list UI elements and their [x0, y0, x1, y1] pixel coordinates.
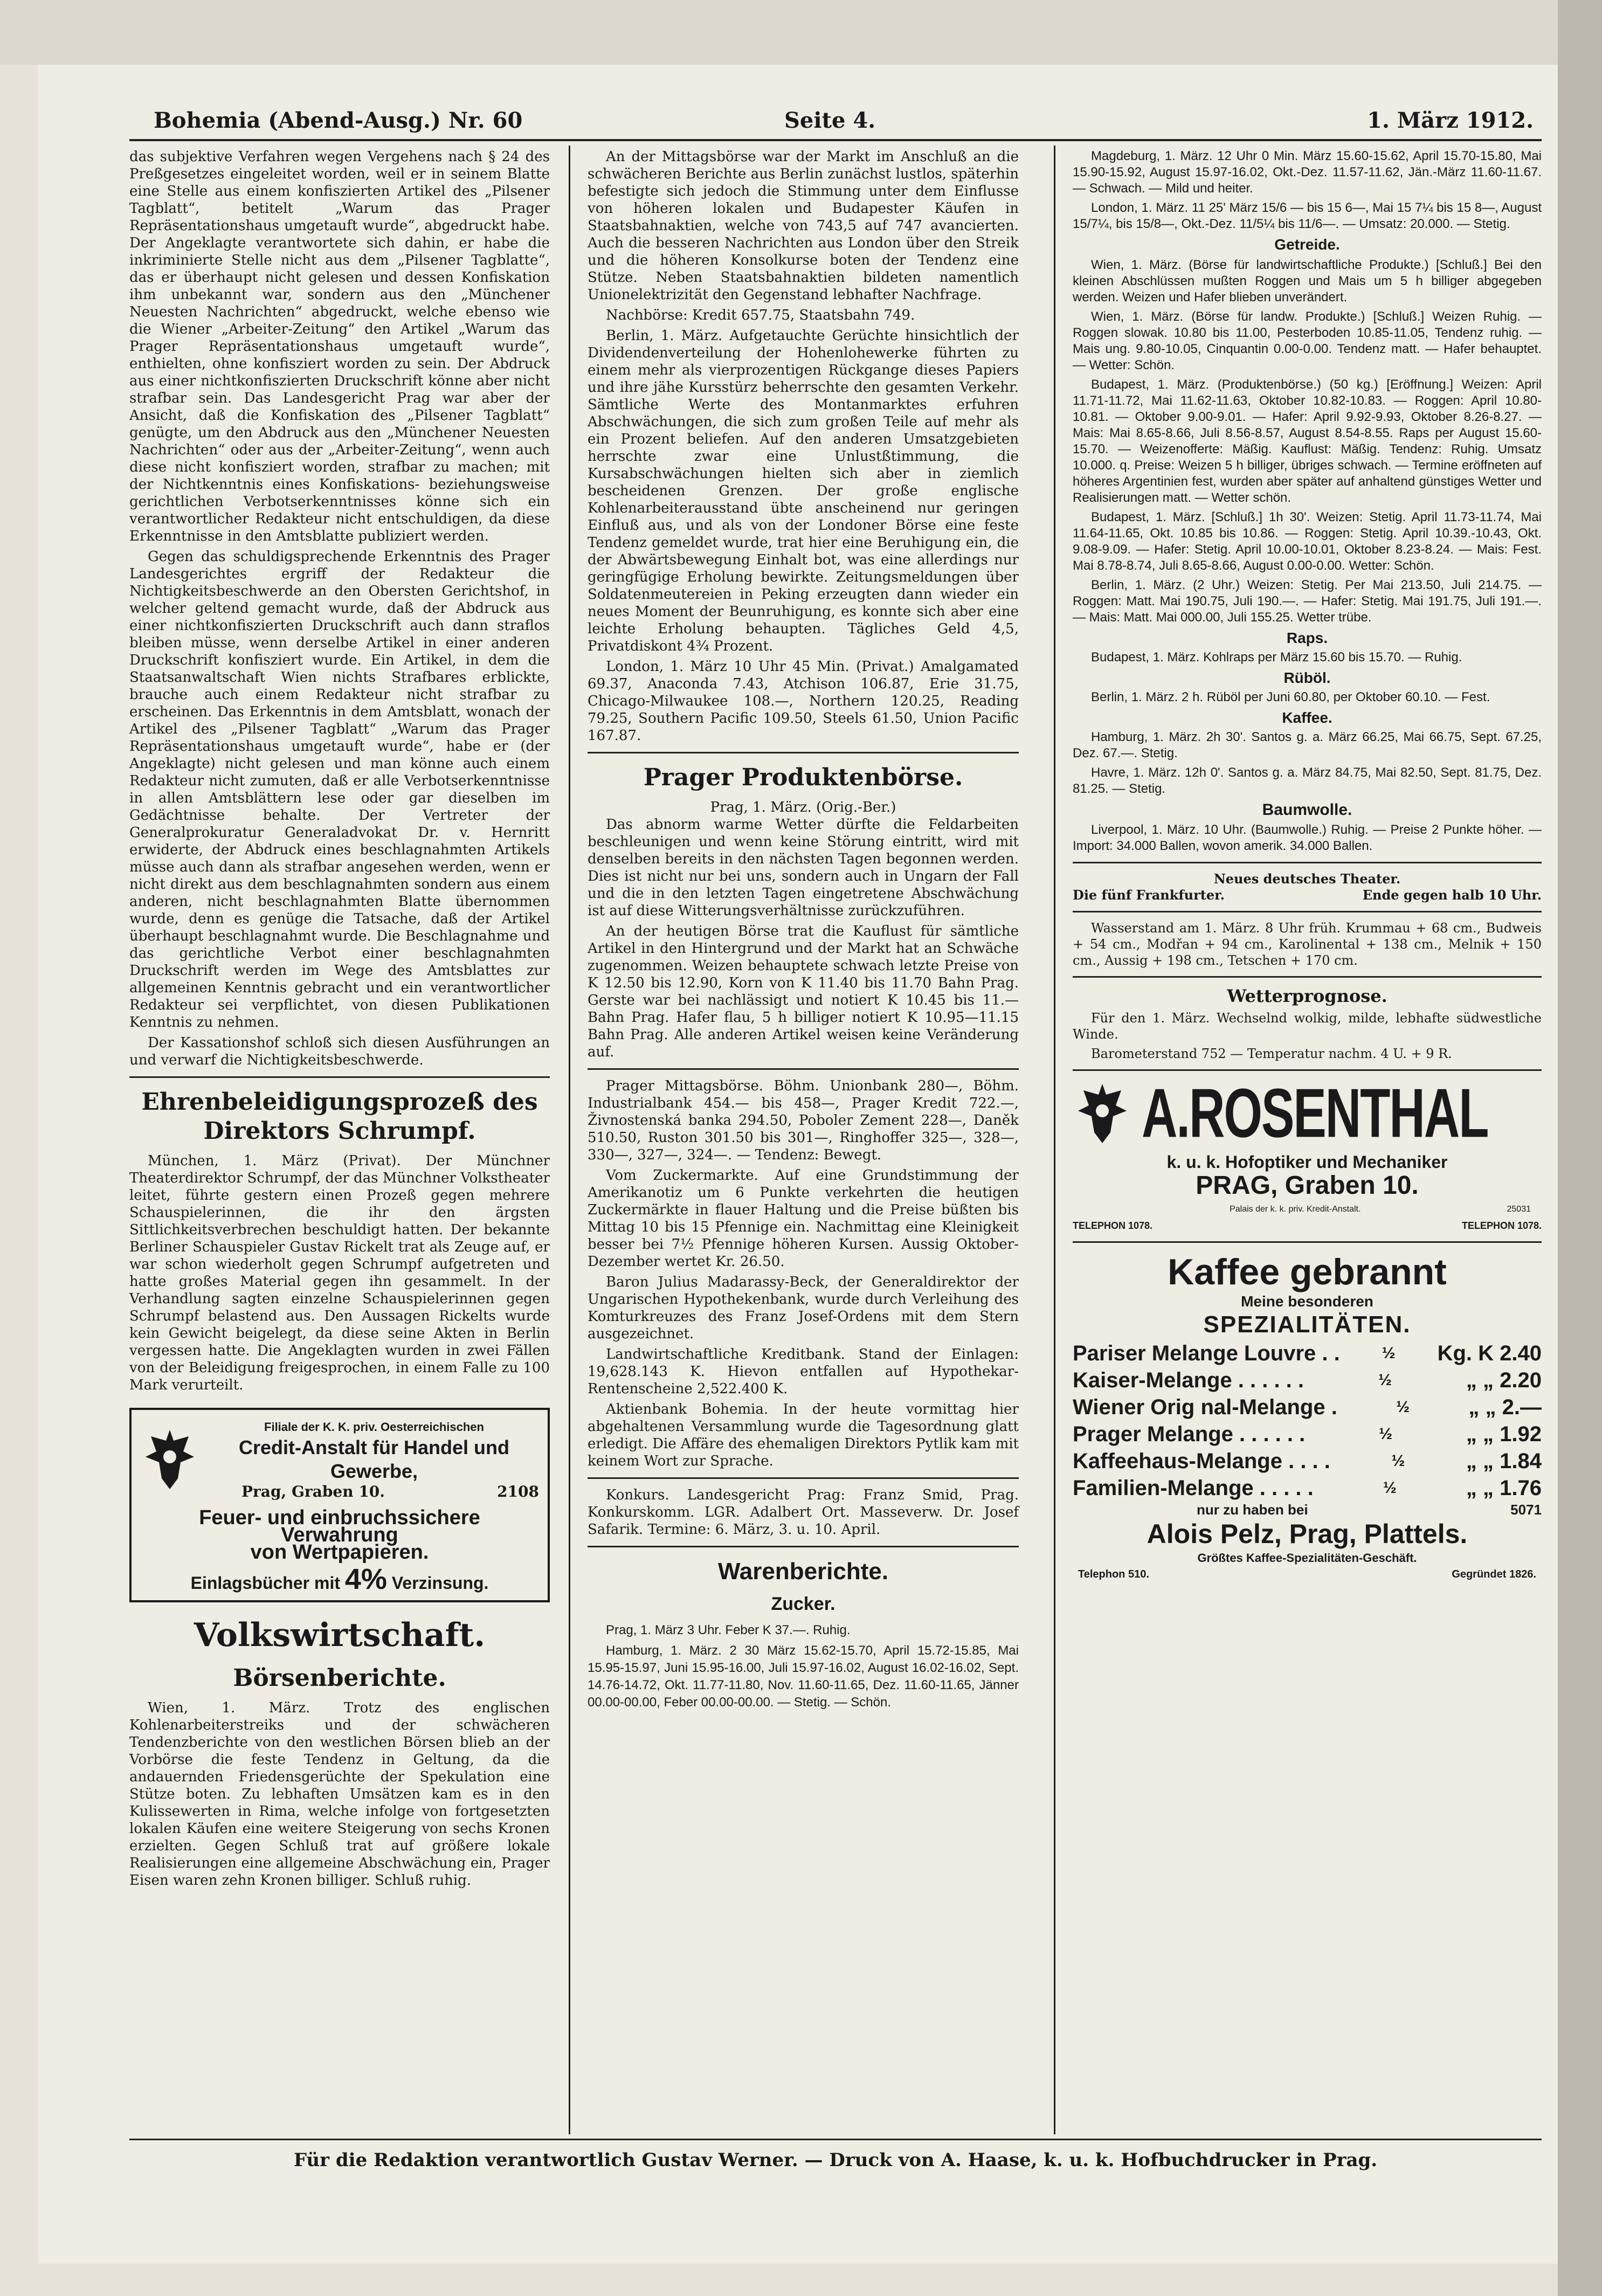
kaffee-price: „ „ 2.—: [1468, 1395, 1542, 1419]
kaffee-firm: Alois Pelz, Prag, Plattels.: [1147, 1519, 1468, 1549]
headline-warenberichte: Warenberichte.: [717, 1558, 889, 1585]
market-report: Wien, 1. März. (Börse für landwirtschaftliche Produkte.) [Schluß.] Bei den kleinen Abschlüssen mußten Roggen und Mais um 5 h billiger abgegeben werden. Weizen und Hafer blieben unverändert.: [1073, 258, 1542, 305]
market-report: Liverpool, 1. März. 10 Uhr. (Baumwolle.) Ruhig. — Preise 2 Punkte höher. — Import: 34.000 Ballen, wovon amerik. 34.000 Ballen.: [1073, 822, 1542, 853]
ad-line: von Wertpapieren.: [250, 1541, 429, 1564]
kaffee-unit: ½: [1396, 1398, 1410, 1416]
article-text: Der Kassationshof schloß sich diesen Ausführungen an und verwarf die Nichtigkeitsbeschwerde.: [129, 1035, 550, 1068]
kaffee-unit: ½: [1383, 1479, 1397, 1497]
divider: [588, 1546, 1019, 1547]
header-publication: Bohemia (Abend-Ausg.) Nr. 60: [154, 108, 523, 133]
dateline: Prag, 1. März. (Orig.-Ber.): [710, 799, 896, 815]
column-2: [588, 148, 1019, 2121]
page-header: [154, 108, 1534, 140]
market-report: Prag, 1. März 3 Uhr. Feber K 37.—. Ruhig.: [606, 1623, 851, 1637]
theater-play: Die fünf Frankfurter.: [1073, 887, 1225, 903]
rosenthal-name: A.ROSENTHAL: [1142, 1075, 1488, 1152]
article-text: Prager Mittagsbörse. Böhm. Unionbank 280—, Böhm. Industrialbank 454.— bis 458—, Prager Kredit 722.—, Živnostenská banka 294.50, Poboler Zement 228—, Daněk 510.50, Ruston 301.50 bis 301—, Ringhoffer 325—, 328—, 330—, 327—, 324—. — Tendenz: Bewegt.: [588, 1078, 1019, 1163]
divider: [588, 1477, 1019, 1479]
kaffee-subline: Meine besonderen: [1241, 1293, 1373, 1310]
article-text: Das abnorm warme Wetter dürfte die Feldarbeiten beschleunigen und wenn keine Störung eintritt, wird mit denselben bereits in den nächsten Tagen begonnen werden. Dies ist nicht nur bei uns, sondern auch in Ungarn der Fall und die in den letzten Tagen eingetretene Abschwächung ist auf diese Witterungsverhältnisse zurückzuführen.: [588, 817, 1019, 919]
kaffee-unit: ½: [1382, 1344, 1396, 1362]
kaffee-price-row: [1073, 1421, 1542, 1448]
rosenthal-location: Palais der k. k. priv. Kredit-Anstalt.: [1230, 1205, 1361, 1214]
market-report: Budapest, 1. März. (Produktenbörse.) (50 kg.) [Eröffnung.] Weizen: April 11.71-11.72, Mai 11.62-11.63, Oktober 10.82-10.83. — Roggen: April 10.80-10.81. — Oktober 9.00-9.01. — Hafer: April 9.92-9.93, Oktober 8.26-8.27. — Mais: Mai 8.65-8.66, Juli 8.56-8.57, August 8.54-8.55. Raps per August 15.60-15.70. — Weizenofferte: Mäßig. Kauflust: Mäßig. Tendenz: Ruhig. Umsatz 10.000. q. Preise: Weizen 5 h billiger, übriges schwach. — Termine eröffneten auf höheres Argentinien fest, wurden aber später auf anhaltend günstiges Wetter und Realisierungen matt. — Wetter schön.: [1073, 377, 1542, 505]
kaffee-blend-name: Familien-Melange . . . . .: [1073, 1476, 1314, 1500]
kaffee-founded: Gegründet 1826.: [1452, 1568, 1536, 1580]
kaffee-code: 5071: [1510, 1502, 1542, 1518]
rosenthal-ad: [1073, 1075, 1542, 1234]
market-report: Magdeburg, 1. März. 12 Uhr 0 Min. März 15.60-15.62, April 15.70-15.80, Mai 15.90-15.92, August 15.97-16.02, Okt.-Dez. 11.57-11.62, Jän.-März 11.60-11.67. — Schwach. — Mild und heiter.: [1073, 149, 1542, 196]
subheadline-zucker: Zucker.: [771, 1594, 835, 1614]
scan-right-edge: [1558, 0, 1602, 2296]
header-rule: [129, 139, 1542, 141]
header-page-number: Seite 4.: [784, 108, 876, 133]
divider: [1073, 1241, 1542, 1243]
article-text: München, 1. März (Privat). Der Münchner Theaterdirektor Schrumpf, der das Münchner Volkstheater leitet, führte gestern einen Prozeß gegen mehrere Schauspielerinnen, die ihr den ärgsten Sittlichkeitsverbrechen beschuldigt hatten. Der bekannte Berliner Schauspieler Gustav Rickelt trat als Zeuge auf, er war schon wiederholt gegen Schrumpf aufgetreten und hatte großes Material gegen ihn gesammelt. In der Verhandlung sagten einzelne Schauspielerinnen gegen Schrumpf belastend aus. Den Aussagen Rickelts wurde kein Gewicht beigelegt, da diese seine Akten in Berlin vergessen hatte. Die Angeklagten wurden in zwei Fällen von der Beleidigung freigesprochen, in einem Falle zu 100 Mark verurteilt.: [129, 1153, 550, 1393]
kaffee-unit: ½: [1391, 1452, 1405, 1470]
market-report: Hamburg, 1. März. 2h 30'. Santos g. a. März 66.25, Mai 66.75, Sept. 67.25, Dez. 67.—. Stetig.: [1073, 730, 1542, 760]
kaffee-telephone: Telephon 510.: [1078, 1568, 1149, 1580]
ad-line: Credit-Anstalt für Handel und Gewerbe,: [239, 1436, 509, 1482]
kaffee-price: „ „ 2.20: [1466, 1368, 1542, 1392]
ad-line: Filiale der K. K. priv. Oesterreichischen: [264, 1420, 484, 1434]
headline-boersenberichte: Börsenberichte.: [233, 1664, 446, 1692]
barometer-reading: Barometerstand 752 — Temperatur nachm. 4 U. + 9 R.: [1091, 1046, 1452, 1061]
kaffee-blend-name: Wiener Orig nal-Melange .: [1073, 1395, 1337, 1419]
market-report: Wien, 1. März. (Börse für landw. Produkte.) [Schluß.] Weizen Ruhig. — Roggen slowak. 10.80 bis 11.00, Pesterboden 10.85-11.05, Tendenz ruhig. — Mais ung. 9.80-10.05, Cinquantin 0.00-0.00. Tendenz matt. — Hafer behauptet. — Wetter: Schön.: [1073, 309, 1542, 372]
kaffee-price: „ „ 1.92: [1466, 1422, 1542, 1446]
kaffee-price-row: [1073, 1340, 1542, 1367]
column-rule-1: [569, 146, 570, 2134]
kaffee-headline: Kaffee gebrannt: [1168, 1251, 1447, 1292]
ad-code: 2108: [497, 1483, 539, 1500]
theater-title: Neues deutsches Theater.: [1213, 871, 1401, 887]
double-eagle-emblem-icon: [1073, 1078, 1132, 1149]
kaffee-specialties: SPEZIALITÄTEN.: [1203, 1311, 1411, 1338]
headline-wetterprognose: Wetterprognose.: [1227, 986, 1387, 1006]
article-text: An der heutigen Börse trat die Kauflust für sämtliche Artikel in den Hintergrund und der Markt hat an Schwäche zugenommen. Weizen behauptete schwach letzte Preise von K 12.50 bis 12.90, Korn von K 11.40 bis 11.70 Bahn Prag. Gerste war bei nachlässigt und notiert K 10.45 bis 11.— Bahn Prag. Hafer flau, 5 h billiger notiert K 10.95—11.15 Bahn Prag. Alle anderen Artikel weisen keine Veränderung auf.: [588, 923, 1019, 1060]
subheadline-getreide: Getreide.: [1274, 236, 1340, 253]
kaffee-price-row: [1073, 1367, 1542, 1394]
header-date: 1. März 1912.: [1367, 108, 1534, 133]
water-level-report: Wasserstand am 1. März. 8 Uhr früh. Krummau + 68 cm., Budweis + 54 cm., Modřan + 94 cm., Karolinental + 138 cm., Melnik + 150 cm., Aussig + 198 cm., Tetschen + 170 cm.: [1073, 921, 1542, 968]
market-report: Hamburg, 1. März. 2 30 März 15.62-15.70, April 15.72-15.85, Mai 15.95-15.97, Juni 15.95-16.00, Juli 15.97-16.02, August 16.02-16.02, Sept. 14.76-14.72, Okt. 11.77-11.80, Nov. 11.60-11.65, Dez. 11.60-11.65, Jänner 00.00-00.00, Feber 00.00-00.00. — Stetig. — Schön.: [588, 1643, 1019, 1710]
section-title-volkswirtschaft: Volkswirtschaft.: [194, 1616, 486, 1654]
article-text: Landwirtschaftliche Kreditbank. Stand der Einlagen: 19,628.143 K. Hievon entfallen auf Hypothekar-Rentenscheine 2,522.400 K.: [588, 1346, 1019, 1397]
divider: [1073, 862, 1542, 863]
article-text: Konkurs. Landesgericht Prag: Franz Smid, Prag. Konkurskomm. LGR. Adalbert Ort. Masseverw. Dr. Josef Safarik. Termine: 6. März, 3. u. 10. April.: [588, 1487, 1019, 1538]
ad-address: Prag, Graben 10.: [241, 1483, 385, 1500]
rosenthal-code: 25031: [1507, 1205, 1531, 1214]
kaffee-price-row: [1073, 1475, 1542, 1502]
divider: [588, 1068, 1019, 1070]
headline-schrumpf: Ehrenbeleidigungsprozeß des Direktors Schrumpf.: [141, 1088, 538, 1145]
ad-interest-rate: 4%: [344, 1563, 387, 1595]
rosenthal-title: k. u. k. Hofoptiker und Mechaniker: [1166, 1152, 1448, 1172]
market-report: London, 1. März. 11 25' März 15/6 — bis 15 6—, Mai 15 7¼ bis 15 8—, August 15/7¼, bis 15/8—, Okt.-Dez. 11/5¼ bis 11/6—. — Umsatz: 20.000. — Stetig.: [1073, 200, 1542, 231]
kaffee-price: „ „ 1.84: [1466, 1449, 1542, 1473]
kaffee-unit: ½: [1379, 1425, 1393, 1443]
column-1: [129, 148, 550, 2121]
article-text: Aktienbank Bohemia. In der heute vormittag hier abgehaltenen Versammlung wurde die Tagesordnung glatt erledigt. Die Affäre des ehemaligen Direktors Pytlik kam mit keinem Wort zur Sprache.: [588, 1401, 1019, 1469]
article-text: das subjektive Verfahren wegen Vergehens nach § 24 des Preßgesetzes eingeleitet worden, weil er in seinem Blatte eine Stelle aus einem konfiszierten Artikel des „Pilsener Tagblatt“, betitelt „Warum das Prager Repräsentationshaus umgetauft wurde“, abgedruckt habe. Der Angeklagte verantwortete sich dahin, er habe die inkriminierte Stelle nicht aus dem „Pilsener Tagblatte“, das er überhaupt nicht gelesen und dessen Konfiskation ihm unbekannt war, sondern aus den „Münchener Neuesten Nachrichten“ abgedruckt, welche ebenso wie die Wiener „Arbeiter-Zeitung“ den Artikel „Warum das Prager Repräsentationshaus umgetauft wurde“, enthielten, ohne konfisziert worden zu sein. Der Abdruck aus einer nichtkonfiszierten Druckschrift könne aber nicht strafbar sein. Das Landesgericht Prag war aber der Ansicht, daß die Konfiskation des „Pilsener Tagblatt“ genügte, um den Abdruck aus den „Münchener Neuesten Nachrichten“ oder aus der „Arbeiter-Zeitung“, wenn auch diese nicht konfisziert worden, strafbar zu machen; mit der Nichtkenntnis eines Konfiskations- beziehungsweise gerichtlichen Verbotserkenntnisses könne sich ein verantwortlicher Redakteur nicht entschuldigen, da diese Erkenntnisse in den Amtsblatte publiziert werden.: [129, 149, 550, 544]
rosenthal-telephone: TELEPHON 1078.: [1461, 1220, 1542, 1231]
market-report: Havre, 1. März. 12h 0'. Santos g. a. März 84.75, Mai 82.50, Sept. 81.75, Dez. 81.25. — Stetig.: [1073, 765, 1542, 796]
article-text: Nachbörse: Kredit 657.75, Staatsbahn 749.: [606, 307, 915, 323]
rosenthal-address: PRAG, Graben 10.: [1196, 1171, 1419, 1200]
kaffee-availability: nur zu haben bei: [1197, 1502, 1308, 1518]
kaffee-blend-name: Prager Melange . . . . . .: [1073, 1422, 1306, 1446]
imprint-footer: Für die Redaktion verantwortlich Gustav Werner. — Druck von A. Haase, k. u. k. Hofbuchdrucker in Prag.: [293, 2149, 1378, 2171]
market-report: Berlin, 1. März. (2 Uhr.) Weizen: Stetig. Per Mai 213.50, Juli 214.75. — Roggen: Matt. Mai 190.75, Juli 190.—. — Hafer: Stetig. Mai 191.75, Juli 191.—. — Mais: Matt. Mai 000.00, Juli 155.25. Wetter trübe.: [1073, 578, 1542, 625]
kaffee-price: „ „ 1.76: [1466, 1476, 1542, 1500]
kaffee-blend-name: Kaffeehaus-Melange . . . .: [1073, 1449, 1330, 1473]
subheadline-baumwolle: Baumwolle.: [1262, 801, 1352, 819]
divider: [1073, 1069, 1542, 1071]
ad-line: Einlagsbücher mit: [190, 1573, 340, 1593]
article-text: Berlin, 1. März. Aufgetauchte Gerüchte hinsichtlich der Dividendenverteilung der Hohenlohewerke führten zu einem mehr als vierprozentigen Rückgange dieses Papiers und ihre jähe Kursstürz beherrschte den gesamten Verkehr. Sämtliche Werte des Montanmarktes erfuhren Abschwächungen, die sich zum großen Teile auf mehr als ein Prozent beliefen. Auf den anderen Umsatzgebieten herrschte zwar eine Unlustßtimmung, die Kursabschwächungen hielten sich aber in ziemlich bescheidenen Grenzen. Der große englische Kohlenarbeiterausstand übte anscheinend nur geringen Einfluß aus, und als von der Londoner Börse eine feste Tendenz gemeldet wurde, trat hier eine Beruhigung ein, die der Abwärtsbewegung Einhalt bot, was eine allerdings nur geringfügige Erholung bewirkte. Zeitungsmeldungen über Soldatenmeutereien in Peking erzeugten dann wieder ein neues Moment der Beunruhigung, es konnte sich aber eine leichte Erholung behaupten. Tägliches Geld 4,5, Privatdiskont 4¾ Prozent.: [588, 328, 1019, 654]
article-text: London, 1. März 10 Uhr 45 Min. (Privat.) Amalgamated 69.37, Anaconda 7.43, Atchison 106.87, Erie 31.75, Chicago-Milwaukee 108.—, Northern 120.25, Reading 79.25, Southern Pacific 109.50, Steels 61.50, Union Pacific 167.87.: [588, 659, 1019, 744]
kaffee-price-row: [1073, 1448, 1542, 1475]
kaffee-price: Kg. K 2.40: [1437, 1341, 1542, 1365]
double-eagle-emblem-icon: [140, 1424, 199, 1495]
market-report: Budapest, 1. März. Kohlraps per März 15.60 bis 15.70. — Ruhig.: [1091, 650, 1462, 665]
kaffee-firm-description: Größtes Kaffee-Spezialitäten-Geschäft.: [1197, 1551, 1417, 1565]
article-text: An der Mittagsbörse war der Markt im Anschluß an die schwächeren Berichte aus Berlin zunächst lustlos, späterhin befestigte sich jedoch die Stimmung unter dem Einflusse von höheren lokalen und Budapester Käufen in Staatsbahnaktien, welche von 743,5 auf 747 avancierten. Auch die besseren Nachrichten aus London über den Streik und die höheren Konsolkurse boten der Tendenz eine Stütze. Neben Staatsbahnaktien bildeten namentlich Unionelektrizität den Gegenstand lebhafter Nachfrage.: [588, 149, 1019, 303]
article-text: Gegen das schuldigsprechende Erkenntnis des Prager Landesgerichtes ergriff der Redakteur die Nichtigkeitsbeschwerde an den Obersten Gerichtshof, in welcher geltend gemacht wurde, daß der Abdruck aus einer nichtkonfiszierten Druckschrift auch dann straflos bleiben müsse, wenn derselbe Artikel in einer anderen Druckschrift konfisziert wurde. Ein Artikel, in dem die Staatsanwaltschaft Wien nichts Strafbares erblickte, brauche auch einem Redakteur nicht strafbar zu erscheinen. Das Erkenntnis in dem Amtsblatt, wonach der Artikel des „Pilsener Tagblatt“ „Warum das Prager Repräsentationshaus umgetauft wurde“, habe er (der Angeklagte) nicht gelesen und man könne auch einem Redakteur nicht zumuten, daß er alle Verbotserkenntnisse in allen Amtsblättern lese oder gar dieselben im Gedächtnisse behalte. Der Vertreter der Generalprokuratur Generaladvokat Dr. v. Hernritt erwiderte, der Abdruck eines beschlagnahmten Artikels müsse auch dann als strafbar angesehen werden, wenn er nicht direkt aus dem beschlagnahmten sondern aus einem anderen, nicht beschlagnahmten Blatte übernommen wurde, denn es genüge die Tatsache, daß der Artikel überhaupt beschlagnahmt wurde. Die Beschlagnahme und das gerichtliche Verbot einer beschlagnahmten Druckschrift werden im Wege des Amtsblattes zur allgemeinen Kenntnis gebracht und ein verantwortlicher Redakteur sei verpflichtet, von diesen Publikationen Kenntnis zu nehmen.: [129, 549, 550, 1031]
column-3: [1073, 148, 1542, 2121]
scan-top-margin: [0, 0, 1602, 65]
kaffee-unit: ½: [1378, 1371, 1392, 1389]
divider: [1073, 911, 1542, 912]
market-report: Budapest, 1. März. [Schluß.] 1h 30'. Weizen: Stetig. April 11.73-11.74, Mai 11.64-11.65, Okt. 10.85 bis 10.86. — Roggen: Stetig. April 10.39.-10.43, Okt. 9.08-9.09. — Hafer: Stetig. April 10.00-10.01, Oktober 8.23-8.24. — Mais: Fest. Mai 8.78-8.74, Juli 8.65-8.66, August 0.00-0.00. Wetter: Schön.: [1073, 510, 1542, 573]
kaffee-blend-name: Kaiser-Melange . . . . . .: [1073, 1368, 1304, 1392]
headline-prager-produktenboerse: Prager Produktenbörse.: [643, 764, 963, 791]
divider: [129, 1076, 550, 1078]
rosenthal-telephone: TELEPHON 1078.: [1073, 1220, 1153, 1231]
column-rule-2: [1054, 146, 1055, 2134]
subheadline-kaffee: Kaffee.: [1282, 709, 1332, 726]
divider: [1073, 976, 1542, 978]
kaffee-price-list: [1073, 1340, 1542, 1502]
credit-anstalt-ad: [129, 1408, 550, 1602]
article-text: Baron Julius Madarassy-Beck, der Generaldirektor der Ungarischen Hypothekenbank, wurde durch Verleihung des Komturkreuzes des Franz Josef-Ordens mit dem Stern ausgezeichnet.: [588, 1274, 1019, 1342]
subheadline-raps: Raps.: [1286, 630, 1328, 646]
ad-line: Feuer- und einbruchssichere Verwahrung: [199, 1506, 480, 1546]
footer-rule: [129, 2139, 1542, 2140]
divider: [588, 752, 1019, 753]
kaffee-price-row: [1073, 1394, 1542, 1421]
subheadline-rueboel: Rüböl.: [1283, 669, 1331, 686]
weather-forecast: Für den 1. März. Wechselnd wolkig, milde, lebhafte südwestliche Winde.: [1073, 1011, 1542, 1042]
kaffee-blend-name: Pariser Melange Louvre . .: [1073, 1341, 1340, 1365]
kaffee-ad: [1073, 1250, 1542, 1582]
article-text: Wien, 1. März. Trotz des englischen Kohlenarbeiterstreiks und der schwächeren Tendenzberichte von den westlichen Börsen blieb an der Vorbörse die feste Tendenz in Geltung, da die andauernden Friedensgerüchte der Spekulation eine Stütze boten. Zu lebhaften Umsätzen kam es in den Kulissewerten in Rima, welche infolge von fortgesetzten lokalen Käufen eine weitere Steigerung von sechs Kronen erzielten. Gegen Schluß trat auf größere lokale Realisierungen eine allgemeine Abschwächung ein, Prager Eisen waren zehn Kronen billiger. Schluß ruhig.: [129, 1700, 550, 1889]
ad-line: Verzinsung.: [391, 1573, 489, 1593]
theater-end-time: Ende gegen halb 10 Uhr.: [1362, 887, 1542, 903]
market-report: Berlin, 1. März. 2 h. Rüböl per Juni 60.80, per Oktober 60.10. — Fest.: [1091, 690, 1490, 704]
article-text: Vom Zuckermarkte. Auf eine Grundstimmung der Amerikanotiz um 6 Punkte verkehrten die heutigen Zuckermärkte in flauer Haltung und die Preise büßten bis Mittag 10 bis 15 Pfennige ein. Nachmittag eine Kleinigkeit besser bei 7½ Pfennige höheren Kursen. Aussig Oktober-Dezember wertet Kr. 26.50.: [588, 1167, 1019, 1270]
